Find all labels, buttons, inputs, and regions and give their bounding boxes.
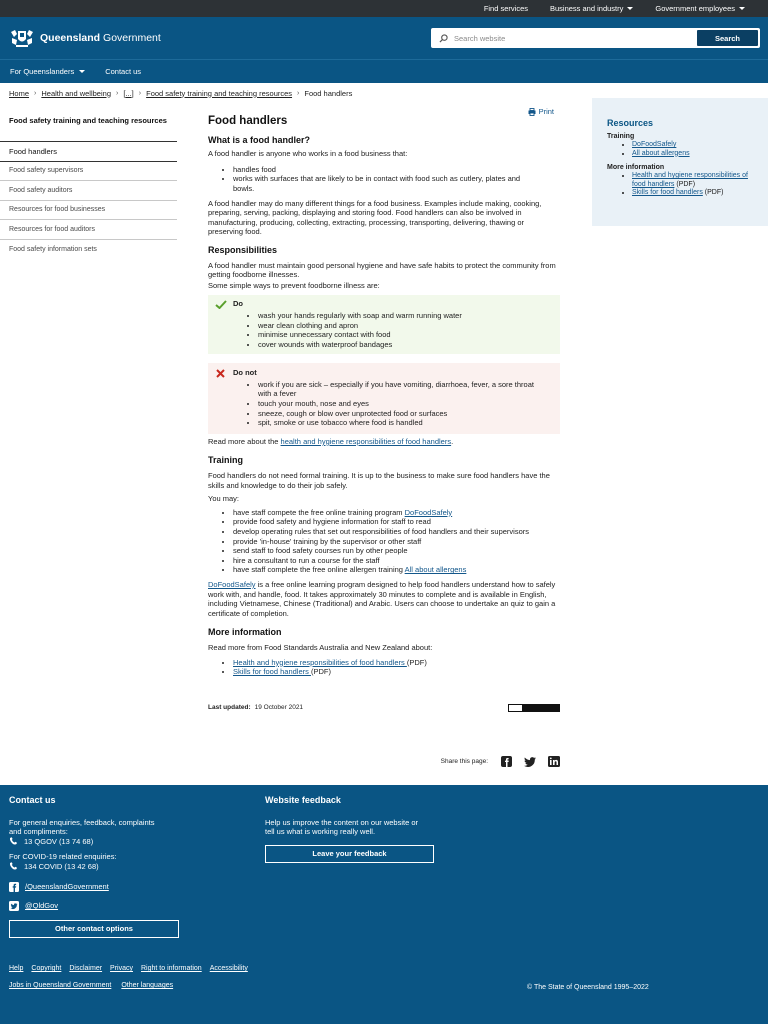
resources-hygiene-pdf-link[interactable]: Health and hygiene responsibilities of food handlers bbox=[632, 172, 748, 188]
tick-icon bbox=[215, 300, 227, 309]
do-not-label: Do not bbox=[233, 368, 257, 378]
footer-contact-title: Contact us bbox=[9, 795, 56, 805]
dofoodsafely-inline-link[interactable]: DoFoodSafely bbox=[208, 579, 256, 589]
breadcrumb-food-safety[interactable]: Food safety training and teaching resources bbox=[146, 88, 293, 98]
list-item bbox=[233, 658, 560, 668]
footer-twitter-link[interactable]: @QldGov bbox=[25, 901, 59, 911]
pdf-suffix: (PDF) bbox=[674, 180, 696, 188]
s4-paragraph: Read more from Food Standards Australia and New Zealand about: bbox=[208, 642, 433, 652]
footer-link-copyright[interactable]: Copyright bbox=[31, 965, 62, 972]
s1-list bbox=[208, 165, 560, 194]
breadcrumb-separator: › bbox=[138, 89, 142, 97]
section-nav bbox=[0, 110, 177, 259]
footer-facebook bbox=[9, 882, 184, 892]
list-item: • provide 'in-house' training by the supervisor or other staff bbox=[233, 537, 560, 547]
linkedin-icon[interactable] bbox=[548, 756, 560, 767]
footer-link-privacy[interactable]: Privacy bbox=[110, 965, 133, 972]
page-meta bbox=[208, 703, 560, 713]
site-logo[interactable] bbox=[9, 28, 161, 48]
hygiene-responsibilities-link[interactable]: health and hygiene responsibilities of food handlers bbox=[280, 436, 452, 446]
footer-link-help[interactable]: Help bbox=[9, 965, 24, 972]
s3-paragraph-1: Food handlers do not need formal training. It is up to the business to make sure food handlers have the skills and knowledge to do their job safely. bbox=[208, 471, 550, 490]
resources-training-list bbox=[607, 141, 753, 158]
brand-name-bold: Queensland bbox=[40, 32, 101, 44]
list-item bbox=[233, 667, 560, 677]
fsanz-skills-pdf-link[interactable]: Skills for food handlers bbox=[233, 667, 311, 677]
facebook-icon bbox=[9, 882, 19, 892]
list-item: • works with surfaces that are likely to be in contact with food such as cutlery, plates and bowls. bbox=[233, 174, 560, 193]
list-item: • hire a consultant to run a course for the staff bbox=[233, 556, 560, 566]
print-icon bbox=[528, 108, 536, 116]
main-content bbox=[208, 104, 560, 765]
resources-dofoodsafely-link[interactable]: DoFoodSafely bbox=[632, 141, 677, 148]
do-box bbox=[208, 295, 560, 354]
nav-contact-us-label: Contact us bbox=[105, 67, 142, 76]
resources-skills-pdf-link[interactable]: Skills for food handlers bbox=[632, 189, 703, 196]
section-nav-item-resources-businesses[interactable]: Resources for food businesses bbox=[0, 201, 177, 221]
s3-paragraph-3-text: is a free online learning program designed to help food handlers understand how to safely work with, and handle, food. It takes approximately 30 minutes to complete and is available in English, including Vietnamese, Chinese (Traditional) and Arabic. Users can choose to undertake an quiz to gain a certificate of completion. bbox=[208, 579, 556, 618]
resources-panel bbox=[592, 98, 768, 226]
list-item bbox=[632, 189, 753, 198]
main-nav bbox=[0, 59, 768, 83]
list-item: • wash your hands regularly with soap and warm running water bbox=[258, 311, 554, 321]
do-not-box bbox=[208, 363, 560, 434]
section-nav-item-food-handlers[interactable]: Food handlers bbox=[0, 142, 177, 162]
phone-icon bbox=[9, 862, 18, 870]
s2-paragraph-1: A food handler must maintain good personal hygiene and have safe habits to protect the community from getting foodborne illnesses. bbox=[208, 260, 556, 280]
section-nav-item-auditors[interactable]: Food safety auditors bbox=[0, 181, 177, 201]
list-item: • handles food bbox=[233, 165, 560, 175]
resources-title: Resources bbox=[607, 118, 654, 128]
footer-links-secondary bbox=[9, 982, 173, 989]
list-item bbox=[233, 565, 560, 575]
section-nav-item-resources-auditors[interactable]: Resources for food auditors bbox=[0, 220, 177, 240]
footer-facebook-link[interactable]: /QueenslandGovernment bbox=[25, 882, 109, 892]
list-item: • send staff to food safety courses run by other people bbox=[233, 546, 560, 556]
nav-for-queenslanders[interactable] bbox=[10, 67, 85, 76]
pdf-suffix: (PDF) bbox=[702, 189, 724, 196]
pdf-suffix: (PDF) bbox=[310, 667, 331, 677]
list-item-text: have staff complete the free online allergen training bbox=[233, 565, 405, 575]
section-nav-heading[interactable]: Food safety training and teaching resources bbox=[0, 110, 177, 142]
chevron-down-icon bbox=[739, 7, 745, 10]
crest-icon bbox=[9, 28, 35, 48]
read-more-text: Read more about the bbox=[208, 436, 281, 446]
footer-link-disclaimer[interactable]: Disclaimer bbox=[69, 965, 103, 972]
footer-phone-2-number[interactable]: 134 COVID (13 42 68) bbox=[24, 861, 99, 871]
list-item bbox=[632, 150, 753, 159]
site-footer bbox=[0, 785, 768, 1024]
footer-link-jobs[interactable]: Jobs in Queensland Government bbox=[9, 982, 112, 989]
breadcrumb-health[interactable]: Health and wellbeing bbox=[41, 88, 111, 98]
resources-allergens-link[interactable]: All about allergens bbox=[632, 149, 690, 157]
list-item-text: have staff compete the free online training program bbox=[233, 507, 405, 517]
resources-training-label: Training bbox=[607, 133, 635, 140]
fsanz-hygiene-pdf-link[interactable]: Health and hygiene responsibilities of food handlers bbox=[233, 657, 407, 667]
section-nav-item-info-sets[interactable]: Food safety information sets bbox=[9, 245, 97, 253]
cc-by-badge[interactable] bbox=[508, 704, 560, 712]
topbar-business-industry-label: Business and industry bbox=[550, 4, 624, 13]
phone-icon bbox=[9, 837, 18, 845]
search-box bbox=[431, 28, 760, 48]
list-item: • work if you are sick – especially if you have vomiting, diarrhoea, fever, a sore throat with a fever bbox=[258, 380, 540, 399]
do-not-list bbox=[214, 380, 554, 428]
copyright-notice: © The State of Queensland 1995–2022 bbox=[527, 984, 649, 991]
list-item: • develop operating rules that set out responsibilities of food handlers and their supervisors bbox=[233, 527, 560, 537]
breadcrumb-separator: › bbox=[297, 89, 300, 97]
topbar-find-services-label: Find services bbox=[483, 4, 528, 13]
chevron-down-icon bbox=[79, 70, 85, 73]
footer-phone-2 bbox=[9, 862, 184, 872]
section-heading-training: Training bbox=[208, 455, 244, 466]
s3-paragraph-2: You may: bbox=[208, 494, 239, 504]
site-header bbox=[0, 17, 768, 59]
search-icon bbox=[439, 34, 448, 43]
facebook-icon[interactable] bbox=[500, 756, 512, 767]
do-not-heading bbox=[214, 368, 554, 378]
print-label: Print bbox=[538, 107, 554, 116]
nav-contact-us[interactable] bbox=[105, 67, 141, 76]
page-title: Food handlers bbox=[208, 115, 288, 127]
topbar-business-industry[interactable] bbox=[539, 4, 644, 13]
last-updated-label: Last updated: bbox=[208, 703, 251, 711]
section-nav-item-supervisors[interactable]: Food safety supervisors bbox=[0, 162, 177, 182]
cc-icon bbox=[509, 705, 523, 711]
last-updated-date: 19 October 2021 bbox=[254, 703, 304, 711]
s1-paragraph: A food handler may do many different things for a food business. Examples include making, cooking, preparing, serving, packing, displaying and storing food. Food handlers can also be involved in manufacturing, producing, collecting, extracting, processing, transporting, delivering, thawing or preserving food. bbox=[208, 198, 542, 237]
footer-feedback bbox=[265, 796, 440, 863]
topbar-find-services[interactable] bbox=[473, 4, 539, 13]
section-heading-more-info: More information bbox=[208, 627, 282, 638]
utility-bar bbox=[0, 0, 768, 17]
breadcrumb-home[interactable]: Home bbox=[9, 88, 30, 98]
footer-feedback-text: Help us improve the content on our website or tell us what is working really well. bbox=[265, 817, 418, 836]
footer-phone-1-number[interactable]: 13 QGOV (13 74 68) bbox=[24, 836, 94, 846]
breadcrumb-separator: › bbox=[116, 89, 119, 97]
section-heading-what-is: What is a food handler? bbox=[208, 134, 311, 145]
read-more-paragraph bbox=[208, 437, 560, 447]
footer-link-accessibility[interactable]: Accessibility bbox=[209, 965, 248, 972]
share-bar bbox=[441, 756, 560, 767]
dofoodsafely-link[interactable]: DoFoodSafely bbox=[404, 507, 453, 517]
breadcrumb-current: Food handlers bbox=[304, 88, 353, 98]
footer-link-languages[interactable]: Other languages bbox=[121, 982, 174, 989]
footer-twitter bbox=[9, 901, 184, 911]
resources-more-label: More information bbox=[607, 164, 665, 171]
s3-paragraph-3 bbox=[208, 580, 560, 618]
do-label: Do bbox=[233, 299, 243, 309]
footer-links bbox=[9, 965, 248, 972]
other-contact-options-button[interactable]: Other contact options bbox=[9, 920, 179, 938]
cross-icon bbox=[216, 369, 225, 378]
list-item: • cover wounds with waterproof bandages bbox=[258, 340, 554, 350]
list-item: • minimise unnecessary contact with food bbox=[258, 330, 554, 340]
resources-more-list bbox=[607, 172, 753, 198]
twitter-icon[interactable] bbox=[524, 756, 536, 767]
breadcrumb-separator: › bbox=[34, 89, 37, 97]
list-item: • provide food safety and hygiene information for staff to read bbox=[233, 517, 560, 527]
do-heading bbox=[214, 299, 554, 309]
brand-name-rest: Government bbox=[100, 32, 161, 44]
nav-for-queenslanders-label: For Queenslanders bbox=[10, 67, 75, 76]
list-item bbox=[233, 508, 560, 518]
list-item: • sneeze, cough or blow over unprotected food or surfaces bbox=[258, 409, 540, 419]
list-item bbox=[632, 141, 753, 150]
chevron-down-icon bbox=[627, 7, 633, 10]
cc-by-bar bbox=[523, 705, 559, 711]
footer-feedback-title: Website feedback bbox=[265, 795, 341, 805]
footer-phone-1 bbox=[9, 837, 184, 847]
topbar-government-employees[interactable] bbox=[644, 4, 756, 13]
footer-contact bbox=[9, 796, 184, 938]
last-updated bbox=[208, 703, 303, 713]
leave-feedback-button[interactable]: Leave your feedback bbox=[265, 845, 434, 863]
brand-name bbox=[40, 32, 161, 44]
all-about-allergens-link[interactable]: All about allergens bbox=[404, 565, 467, 575]
s1-intro: A food handler is anyone who works in a food business that: bbox=[208, 149, 408, 159]
breadcrumb-ellipsis[interactable]: [...] bbox=[123, 88, 134, 98]
print-button[interactable] bbox=[528, 107, 554, 117]
do-list bbox=[214, 311, 554, 349]
share-label: Share this page: bbox=[440, 757, 488, 765]
list-item bbox=[632, 172, 753, 189]
s4-list bbox=[208, 658, 560, 677]
twitter-icon bbox=[9, 901, 19, 911]
pdf-suffix: (PDF) bbox=[406, 657, 427, 667]
section-heading-responsibilities: Responsibilities bbox=[208, 244, 278, 255]
search-button[interactable]: Search bbox=[697, 30, 758, 46]
list-item: • wear clean clothing and apron bbox=[258, 321, 554, 331]
topbar-government-employees-label: Government employees bbox=[655, 4, 735, 13]
list-item: • spit, smoke or use tobacco where food is handled bbox=[258, 418, 540, 428]
read-more-period: . bbox=[451, 436, 454, 446]
list-item: • touch your mouth, nose and eyes bbox=[258, 399, 540, 409]
footer-general-text: For general enquiries, feedback, complaints and compliments: bbox=[9, 817, 155, 836]
s3-list bbox=[208, 508, 560, 575]
footer-covid-text: For COVID-19 related enquiries: bbox=[9, 852, 117, 861]
footer-link-rti[interactable]: Right to information bbox=[141, 965, 202, 972]
s2-paragraph-2: Some simple ways to prevent foodborne illness are: bbox=[208, 280, 380, 290]
